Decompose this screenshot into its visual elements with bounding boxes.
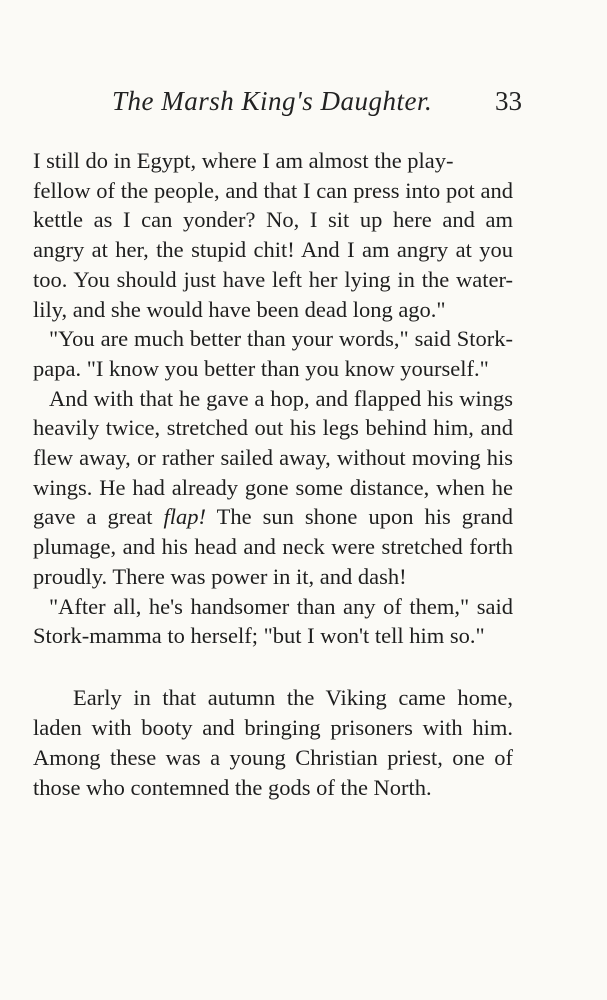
paragraph-autumn: Early in that autumn the Viking came home, laden with booty and bringing prisoners with him. Among these was a young Christian priest, one of those who contemned the gods of the North. xyxy=(33,684,513,800)
paragraph-continued-line-1: I still do in Egypt, where I am almost the play- xyxy=(33,148,454,173)
paragraph-flight-italic: flap! xyxy=(163,504,207,530)
running-head xyxy=(112,86,522,126)
section-break xyxy=(33,651,513,683)
running-title: The Marsh King's Daughter. xyxy=(112,86,433,116)
paragraph-stork-mamma: "After all, he's handsomer than any of them," said Stork-mamma to herself; "but I won't tell him so." xyxy=(33,593,513,649)
paragraph-continued-rest: fellow of the people, and that I can press into pot and kettle as I can yonder? No, I sit up here and am angry at her, the stupid chit! And I am angry at you too. You should just have left her lying in the water-lily, and she would have been dead long ago." xyxy=(33,177,513,322)
paragraph-flight-text-2: The sun shone upon his grand plumage, and his head and neck were stretched forth proudly. There was power in it, and dash! xyxy=(33,504,513,589)
paragraph-flight xyxy=(33,384,513,592)
paragraph-continued xyxy=(33,146,513,324)
page-number: 33 xyxy=(495,86,522,116)
body-text xyxy=(33,146,513,803)
paragraph-stork-papa: "You are much better than your words," said Stork-papa. "I know you better than you know yourself." xyxy=(33,326,513,381)
paragraph-flight-text-1: And with that he gave a hop, and flapped his wings heavily twice, stretched out his legs behind him, and flew away, or rather sailed away, without moving his wings. He had already gone some distance, when he gave a great xyxy=(33,385,513,530)
